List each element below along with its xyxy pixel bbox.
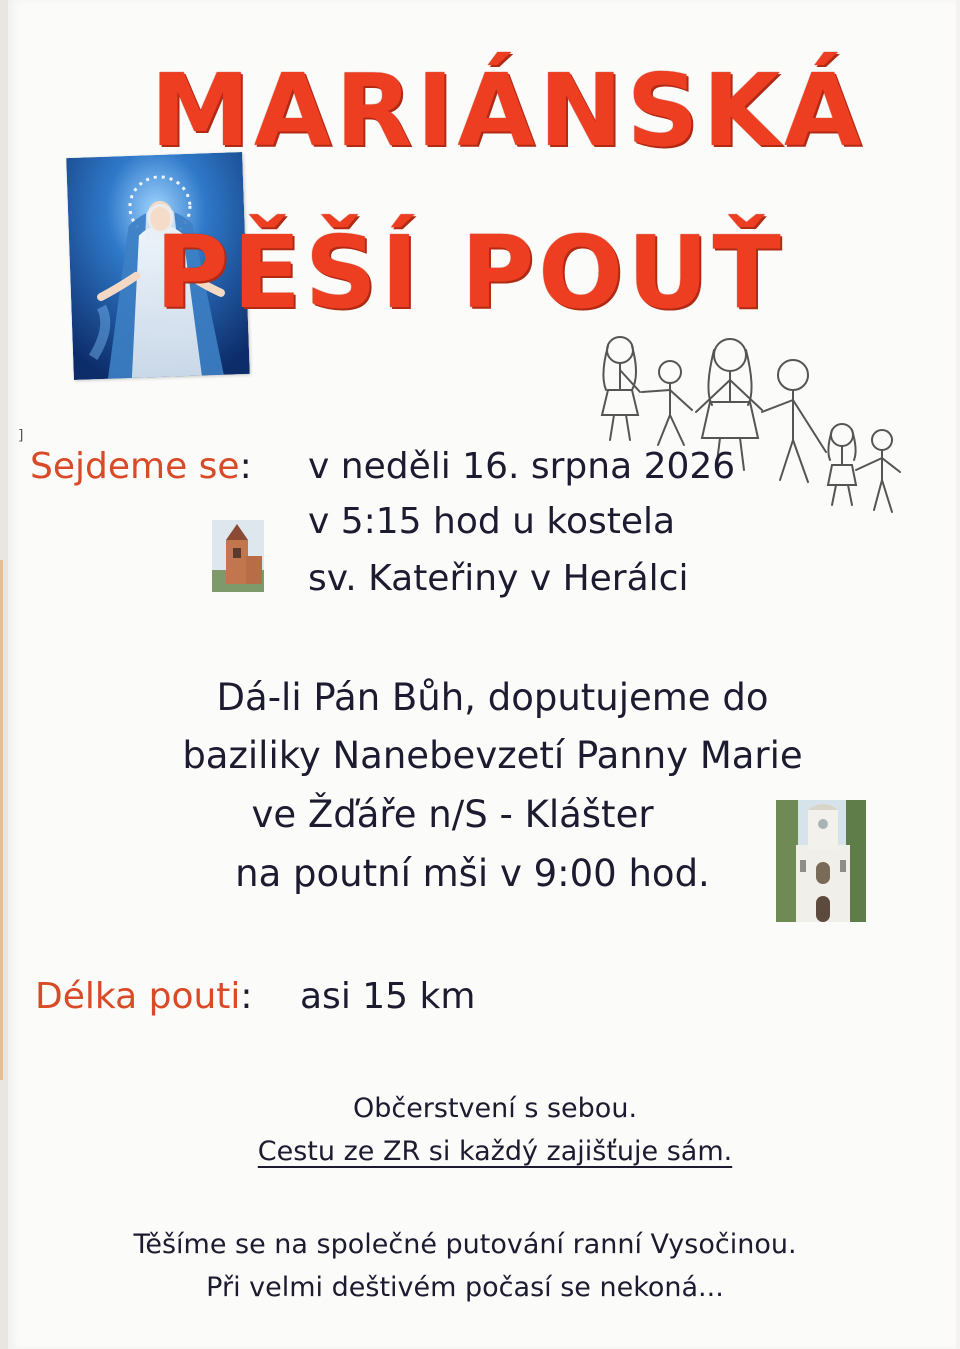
stick-figures-drawing (580, 330, 910, 530)
length-label (35, 976, 253, 1017)
meeting-date: v neděli 16. srpna 2026 (308, 446, 736, 487)
length-label-text: Délka pouti (35, 976, 241, 1017)
small-church-image (212, 520, 264, 592)
title-line-1: MARIÁNSKÁ (150, 52, 866, 169)
length-value: asi 15 km (300, 976, 476, 1017)
destination-line-1: Dá-li Pán Bůh, doputujeme do (216, 676, 769, 719)
destination-line-2: baziliky Nanebevzetí Panny Marie (182, 734, 803, 777)
travel-note: Cestu ze ZR si každý zajišťuje sám. (257, 1136, 733, 1167)
destination-line-4: na poutní mši v 9:00 hod. (235, 852, 710, 895)
refreshments-note: Občerstvení s sebou. (352, 1093, 638, 1124)
title-line-2: PĚŠÍ POUŤ (155, 214, 785, 331)
looking-forward-note: Těšíme se na společné putování ranní Vysočinou. (133, 1229, 797, 1260)
meeting-church: sv. Kateřiny v Herálci (308, 558, 689, 599)
destination-line-3: ve Žďáře n/S - Klášter (251, 793, 654, 836)
basilica-image (776, 800, 866, 922)
meeting-time-place: v 5:15 hod u kostela (308, 501, 676, 542)
length-label-colon: : (240, 976, 253, 1017)
meeting-label-colon: : (239, 446, 252, 487)
meeting-label-text: Sejdeme se (30, 446, 240, 487)
meeting-label (30, 446, 252, 487)
scan-mark: ] (18, 428, 24, 444)
weather-note: Při velmi deštivém počasí se nekoná... (206, 1272, 724, 1303)
